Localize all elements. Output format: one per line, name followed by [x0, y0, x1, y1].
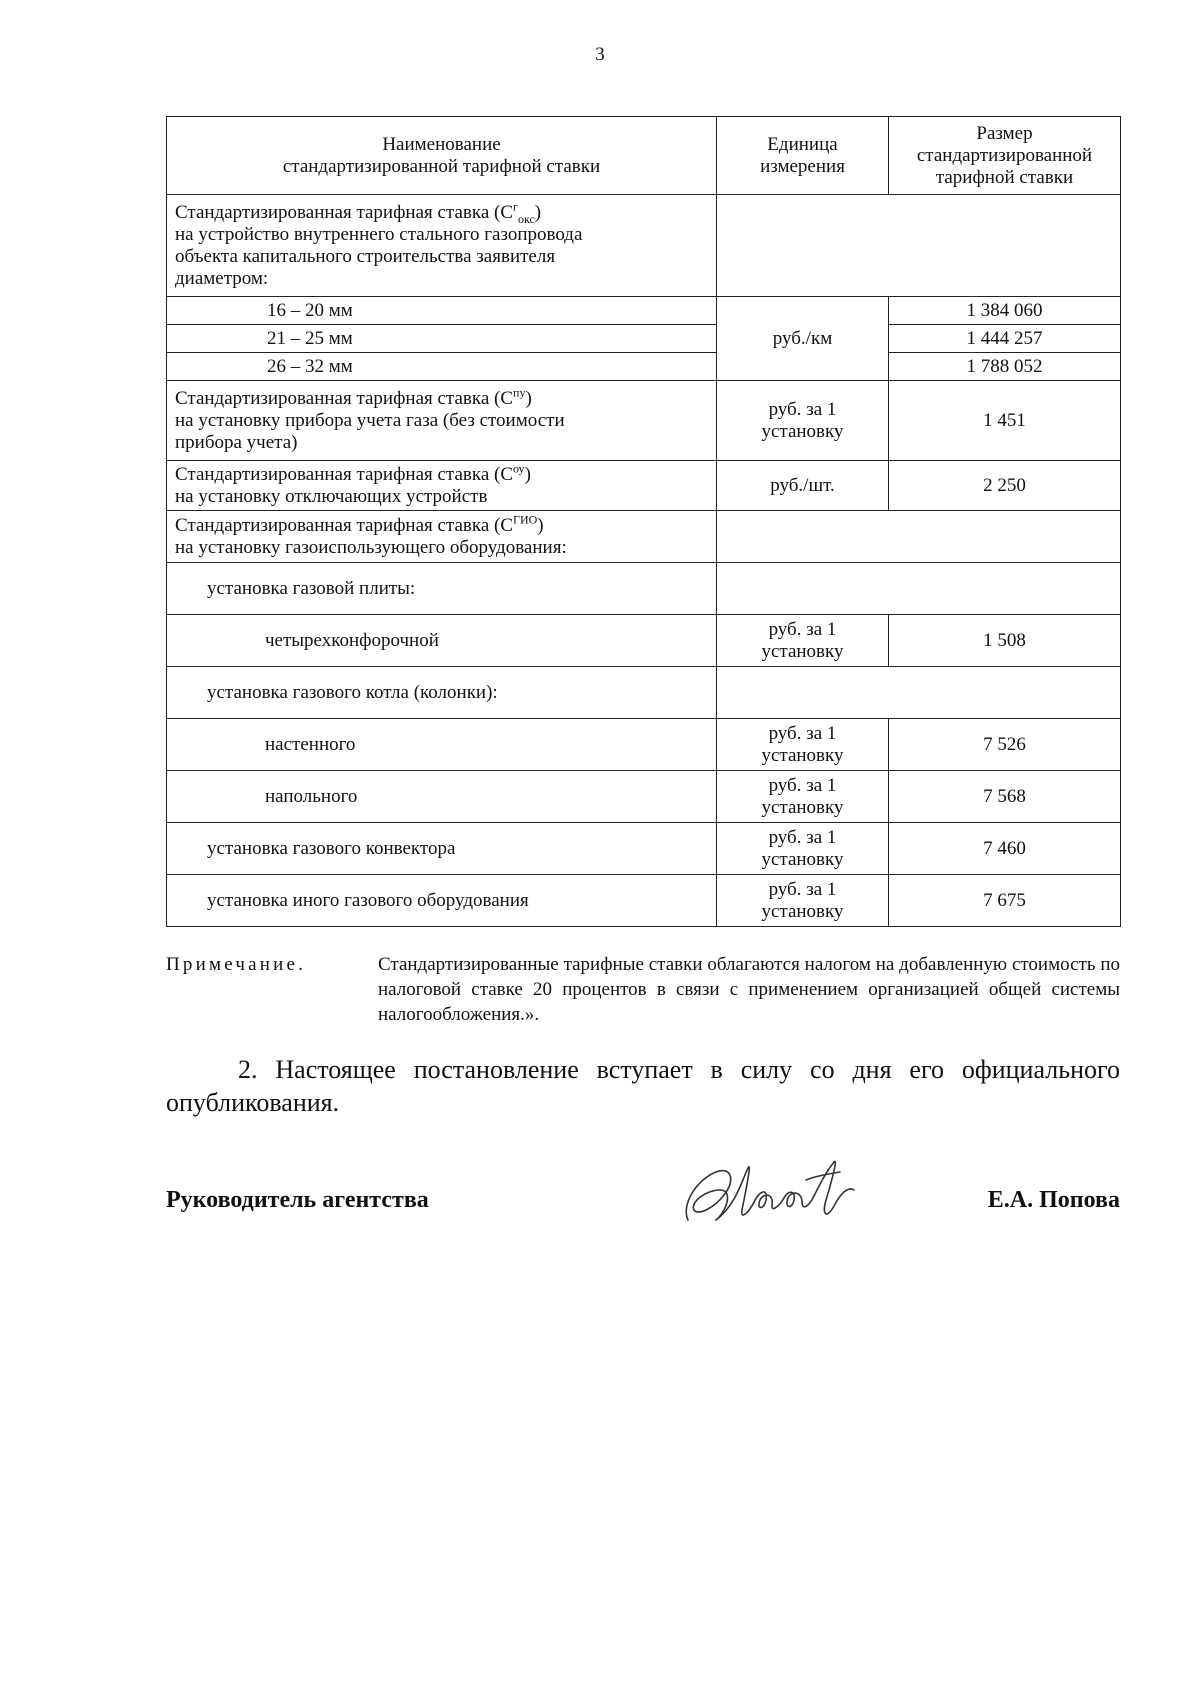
- convector-value: 7 460: [889, 823, 1121, 875]
- empty-cell: [717, 667, 1121, 719]
- pipeline-rate-name: Стандартизированная тарифная ставка $(С^г_{окс})$ на устройство внутреннего стального газопровода объекта капитального строительства заявителя диаметром:: [167, 195, 717, 297]
- table-row: [167, 719, 1121, 771]
- table-row: [167, 823, 1121, 875]
- shutoff-unit: руб./шт.: [717, 461, 889, 511]
- diameter-label: 21 – 25 мм: [167, 325, 717, 353]
- diameter-value: 1 384 060: [889, 297, 1121, 325]
- table-row: [167, 325, 1121, 353]
- boiler-wall-value: 7 526: [889, 719, 1121, 771]
- note-label: Примечание.: [166, 954, 307, 975]
- table-row: [167, 297, 1121, 325]
- table-row: [167, 563, 1121, 615]
- diameter-value: 1 444 257: [889, 325, 1121, 353]
- table-row: [167, 615, 1121, 667]
- diameter-label: 26 – 32 мм: [167, 353, 717, 381]
- table-header-row: [167, 117, 1121, 195]
- empty-cell: [717, 511, 1121, 563]
- note-text: Стандартизированные тарифные ставки облагаются налогом на добавленную стоимость по налоговой ставке 20 процентов в связи с применением организацией общей системы налогообложения.».: [378, 954, 1120, 1025]
- signatory-name: Е.А. Попова: [987, 1187, 1120, 1213]
- other-equipment-unit: руб. за 1 установку: [717, 875, 889, 927]
- stove-four-label: четырехконфорочной: [167, 615, 717, 667]
- shutoff-rate-name: Стандартизированная тарифная ставка $(С^{оу})$ на установку отключающих устройств: [167, 461, 717, 511]
- empty-cell: [717, 195, 1121, 297]
- stove-heading: установка газовой плиты:: [167, 563, 717, 615]
- other-equipment-value: 7 675: [889, 875, 1121, 927]
- table-row: [167, 875, 1121, 927]
- table-row: [167, 771, 1121, 823]
- shutoff-value: 2 250: [889, 461, 1121, 511]
- boiler-wall-label: настенного: [167, 719, 717, 771]
- stove-four-value: 1 508: [889, 615, 1121, 667]
- table-row: [167, 511, 1121, 563]
- other-equipment-label: установка иного газового оборудования: [167, 875, 717, 927]
- stove-four-unit: руб. за 1 установку: [717, 615, 889, 667]
- pipeline-unit: руб./км: [717, 297, 889, 381]
- tariff-table: [166, 116, 1121, 927]
- meter-unit: руб. за 1 установку: [717, 381, 889, 461]
- table-row: [167, 461, 1121, 511]
- page-number: 3: [595, 44, 605, 65]
- diameter-label: 16 – 20 мм: [167, 297, 717, 325]
- boiler-heading: установка газового котла (колонки):: [167, 667, 717, 719]
- empty-cell: [717, 563, 1121, 615]
- effective-date-paragraph: 2. Настоящее постановление вступает в силу со дня его официального опубликования.: [166, 1055, 1120, 1117]
- header-name: Наименование стандартизированной тарифной ставки: [167, 117, 717, 195]
- boiler-floor-unit: руб. за 1 установку: [717, 771, 889, 823]
- boiler-wall-unit: руб. за 1 установку: [717, 719, 889, 771]
- meter-rate-name: Стандартизированная тарифная ставка $(С^{пу})$ на установку прибора учета газа (без стоимости прибора учета): [167, 381, 717, 461]
- header-unit: Единица измерения: [717, 117, 889, 195]
- handwritten-signature: [676, 1150, 866, 1240]
- convector-unit: руб. за 1 установку: [717, 823, 889, 875]
- signatory-title: Руководитель агентства: [166, 1187, 429, 1213]
- gio-rate-name: Стандартизированная тарифная ставка $(С^{ГИО})$ на установку газоиспользующего оборудования:: [167, 511, 717, 563]
- meter-value: 1 451: [889, 381, 1121, 461]
- table-row: [167, 353, 1121, 381]
- boiler-floor-value: 7 568: [889, 771, 1121, 823]
- table-row: [167, 195, 1121, 297]
- diameter-value: 1 788 052: [889, 353, 1121, 381]
- header-size: Размер стандартизированной тарифной ставки: [889, 117, 1121, 195]
- table-row: [167, 667, 1121, 719]
- table-row: [167, 381, 1121, 461]
- convector-label: установка газового конвектора: [167, 823, 717, 875]
- boiler-floor-label: напольного: [167, 771, 717, 823]
